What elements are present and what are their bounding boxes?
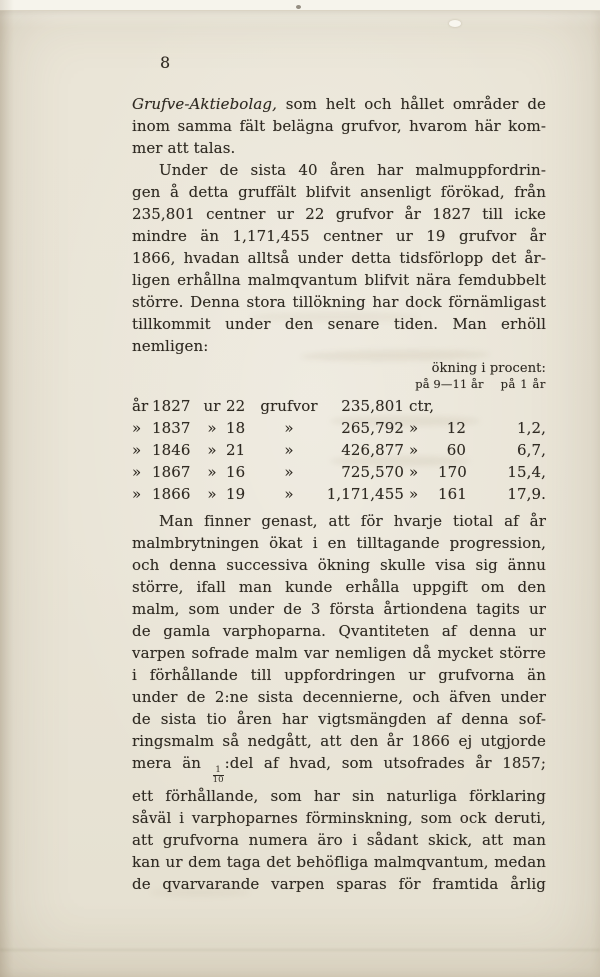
table-cell-qty: 725,570 <box>341 463 404 481</box>
line: ringsmalm så nedgått, att den år 1866 ej utgjorde <box>132 732 546 750</box>
line: kan ur dem taga det behöfliga malmqvantum, medan <box>132 853 546 872</box>
table-cell-unit: » <box>409 441 419 459</box>
table-cell-qty: 265,792 <box>341 419 404 437</box>
line: och denna successiva ökning skulle visa sig ännu <box>132 556 546 574</box>
table-cell-c1: » <box>132 485 142 503</box>
fraction-numerator: 1 <box>215 765 221 775</box>
table-cell-qty: 426,877 <box>341 441 404 459</box>
line: de sista tio åren har vigtsmängden af denna sof- <box>132 710 546 728</box>
table-cell-c2: ur <box>203 397 221 415</box>
table-cell-c1: » <box>132 419 142 437</box>
production-table <box>132 360 546 505</box>
table-rows <box>132 395 546 505</box>
paper-crease <box>0 949 600 951</box>
paper-chip <box>449 20 461 27</box>
company-term-italic: Grufve-Aktiebolag, <box>132 95 277 113</box>
table-cell-c3: » <box>284 485 294 503</box>
table-cell-qty: 235,801 <box>341 397 404 415</box>
table-cell-c3: » <box>284 419 294 437</box>
table-cell-mines: 22 <box>226 397 246 415</box>
table-cell-mines: 19 <box>226 485 246 503</box>
line: varpen sofrade malm var nemligen då mycket större <box>132 644 546 662</box>
table-cell-mines: 16 <box>226 463 246 481</box>
table-cell-c2: » <box>207 485 217 503</box>
table-row <box>132 417 546 439</box>
paragraph-opening <box>132 93 546 159</box>
table-cell-c3: » <box>284 441 294 459</box>
line: de gamla varphoparna. Qvantiteten af denna ur <box>132 622 546 640</box>
table-cell-pct_period: 60 <box>446 441 466 459</box>
line: ett förhållande, som har sin naturliga förklaring <box>132 787 546 806</box>
body-text-column <box>132 93 546 895</box>
line: mer att talas. <box>132 139 236 157</box>
table-cell-pct_year: 6,7, <box>516 441 546 459</box>
line: större. Denna stora tillökning har dock förnämligast <box>132 293 546 311</box>
paragraph-opening-lines <box>132 115 546 159</box>
table-cell-pct_year: 17,9. <box>507 485 546 503</box>
table-cell-unit: ctr, <box>409 397 435 415</box>
page-number: 8 <box>160 53 171 72</box>
line: de qvarvarande varpen sparas för framtida årlig <box>132 875 546 894</box>
scan-left-shadow <box>0 0 14 977</box>
line: såväl i varphoparnes förminskning, som ock deruti, <box>132 809 546 828</box>
table-cell-c2: » <box>207 419 217 437</box>
fraction-denominator: 10 <box>212 775 224 786</box>
paragraph-analysis <box>132 510 546 895</box>
table-cell-pct_period: 161 <box>438 485 467 503</box>
line: större, ifall man kunde erhålla uppgift om den <box>132 578 546 596</box>
table-cell-c1: » <box>132 441 142 459</box>
table-cell-year: 1867 <box>152 463 191 481</box>
table-cell-pct_year: 15,4, <box>507 463 546 481</box>
paragraph-production-increase <box>132 159 546 357</box>
table-cell-mines: 21 <box>226 441 246 459</box>
table-cell-unit: » <box>409 463 419 481</box>
line: 1866, hvadan alltså under detta tidsförlopp det år- <box>132 249 546 267</box>
table-cell-c1: » <box>132 463 142 481</box>
table-cell-c2: » <box>207 463 217 481</box>
table-cell-unit: » <box>409 485 419 503</box>
paragraph-analysis-lines-after <box>132 785 546 895</box>
table-cell-year: 1837 <box>152 419 191 437</box>
line: i förhållande till uppfordringen ur grufvorna än <box>132 666 546 684</box>
line: Under de sista 40 åren har malmuppfordrin- <box>159 161 546 179</box>
table-row <box>132 395 546 417</box>
line: att grufvorna numera äro i sådant skick, att man <box>132 831 546 850</box>
table-header-title: ökning i procent: <box>431 361 546 376</box>
line: nemligen: <box>132 337 209 355</box>
table-row <box>132 483 546 505</box>
line: malm, som under de 3 första årtiondena tagits ur <box>132 600 546 618</box>
line: 235,801 centner ur 22 grufvor år 1827 till icke <box>132 205 546 223</box>
paragraph-analysis-lines-before <box>132 510 546 752</box>
table-cell-c1: år <box>132 397 149 415</box>
paper-speck <box>296 5 301 9</box>
line: gen å detta gruffält blifvit ansenligt förökad, från <box>132 183 546 201</box>
one-tenth-fraction <box>213 766 224 785</box>
line: tillkommit under den senare tiden. Man erhöll <box>132 315 546 333</box>
table-cell-year: 1846 <box>152 441 191 459</box>
table-row <box>132 461 546 483</box>
table-cell-qty: 1,171,455 <box>326 485 404 503</box>
fraction-line-after: :del af hvad, som utsofrades år 1857; <box>224 754 546 772</box>
fraction-line-before: mera än <box>132 754 201 772</box>
line: mindre än 1,171,455 centner ur 19 grufvor år <box>132 227 546 245</box>
table-cell-c3: » <box>284 463 294 481</box>
table-cell-c2: » <box>207 441 217 459</box>
table-row <box>132 439 546 461</box>
table-header-period: på 9—11 år <box>415 377 484 391</box>
line <box>132 93 546 115</box>
fraction-line <box>132 752 546 785</box>
table-header-columns <box>132 377 546 392</box>
table-cell-year: 1827 <box>152 397 191 415</box>
line: Man finner genast, att för hvarje tiotal af år <box>159 512 546 530</box>
line: ligen erhållna malmqvantum blifvit nära femdubbelt <box>132 271 546 289</box>
table-cell-pct_period: 12 <box>446 419 466 437</box>
table-cell-c3: grufvor <box>260 397 318 415</box>
line: under de 2:ne sista decennierne, och äfven under <box>132 688 546 706</box>
table-cell-unit: » <box>409 419 419 437</box>
line: inom samma fält belägna grufvor, hvarom här kom- <box>132 117 546 135</box>
table-header-year: på 1 år <box>500 377 546 391</box>
table-cell-pct_period: 170 <box>438 463 467 481</box>
line-text: som helt och hållet områder de <box>276 95 546 113</box>
table-cell-year: 1866 <box>152 485 191 503</box>
table-cell-pct_year: 1,2, <box>516 419 546 437</box>
line: malmbrytningen ökat i en tilltagande progression, <box>132 534 546 552</box>
table-cell-mines: 18 <box>226 419 246 437</box>
